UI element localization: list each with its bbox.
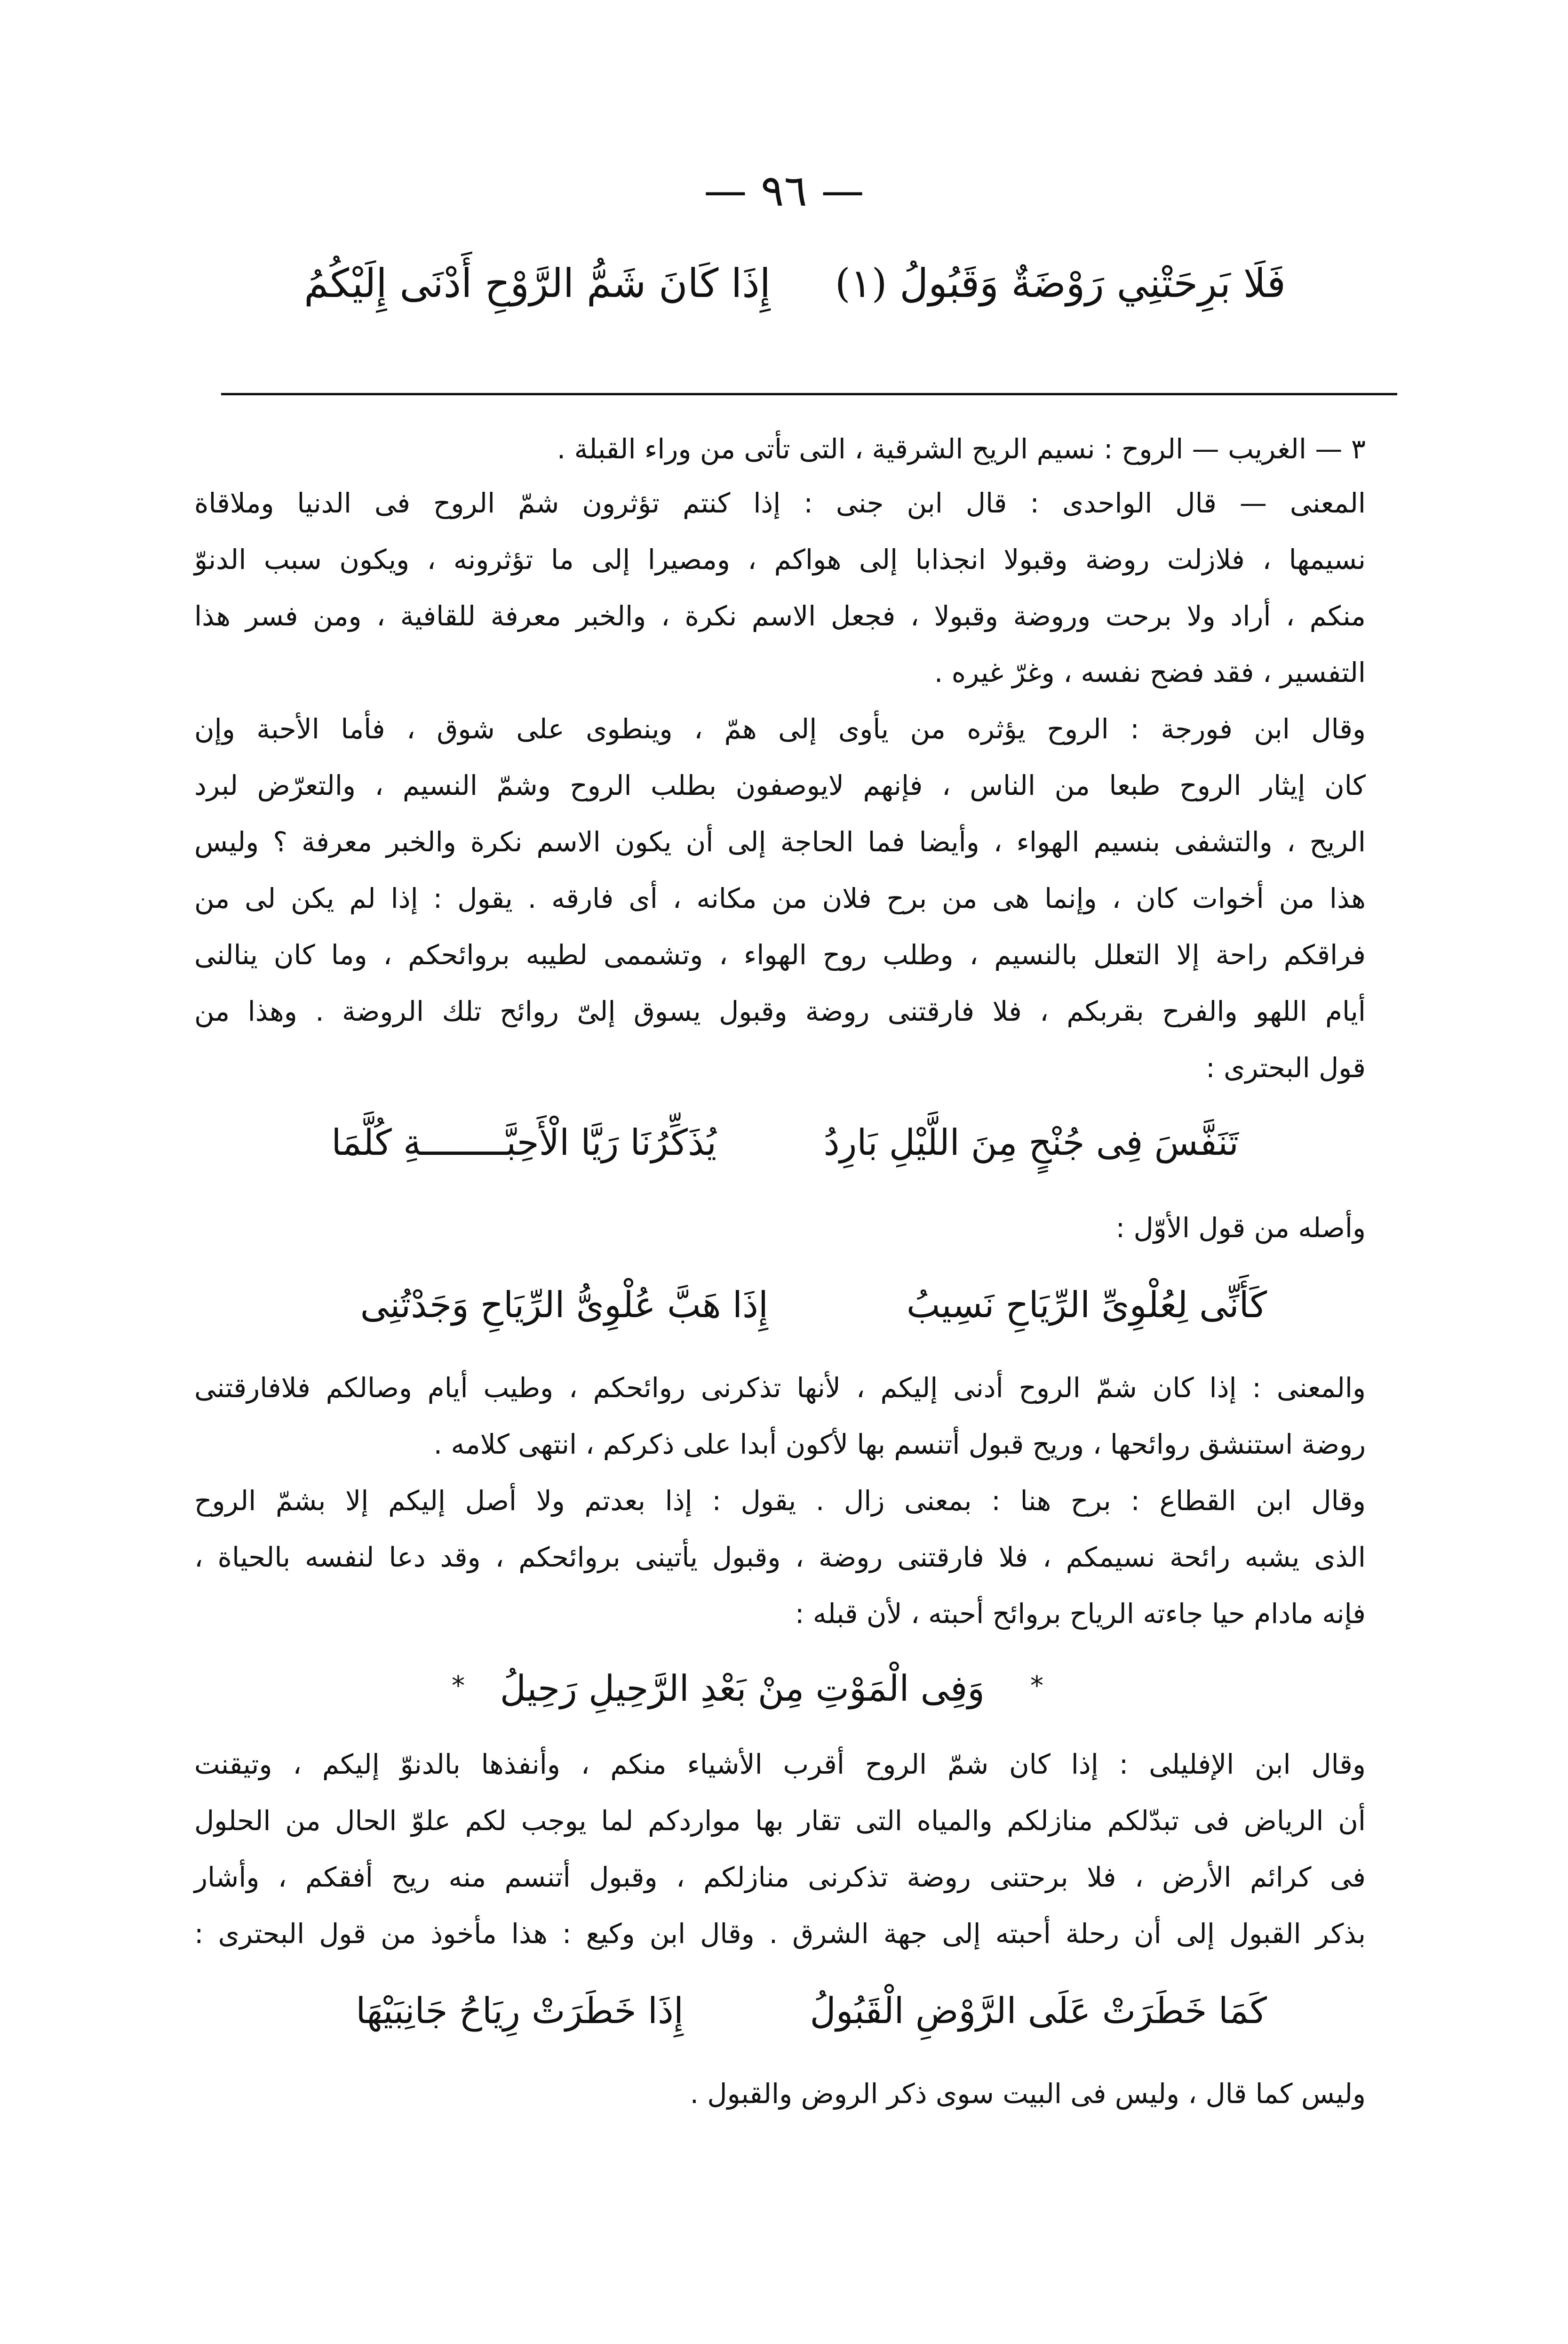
commentary-line-22: فإنه مادام حيا جاءته الرياح بروائح أحبته ، لأن قبله : <box>795 1598 1366 1630</box>
commentary-line-27: بذكر القبول إلى أن رحلة أحبته إلى جهة الشرق . وقال ابن وكيع : هذا مأخوذ من قول البحترى : <box>194 1918 1366 1950</box>
verse-star-marker: * <box>1030 1671 1043 1701</box>
buhturi-verse-1-first: يُذَكِّرُنَا رَيَّا الْأَحِبَّــــــــةِ كُلَّمَا <box>331 1121 716 1163</box>
commentary-line-15: وأصله من قول الأوّل : <box>1115 1212 1366 1244</box>
commentary-line-4: منكم ، أراد ولا برحت وروضة وقبولا ، فجعل الاسم نكرة ، والخبر معرفة للقافية ، ومن فسر هذا <box>194 600 1366 632</box>
commentary-line-3: نسيمها ، فلازلت روضة وقبولا انجذابا إلى هواكم ، ومصيرا إلى ما تؤثرونه ، ويكون سبب الدنوّ <box>194 544 1366 576</box>
commentary-line-5: التفسير ، فقد فضح نفسه ، وغرّ غيره . <box>934 656 1366 688</box>
commentary-line-2: المعنى — قال الواحدى : قال ابن جنى : إذا كنتم تؤثرون شمّ الروح فى الدنيا وملاقاة <box>194 487 1366 519</box>
commentary-line-1: ٣ — الغريب — الروح : نسيم الريح الشرقية ، التى تأتى من وراء القبلة . <box>557 433 1366 465</box>
opening-verse-second-hemistich: فَلَا بَرِحَتْنِي رَوْضَةٌ وَقَبُولُ (١) <box>835 260 1286 306</box>
commentary-line-10: فراقكم راحة إلا التعلل بالنسيم ، وطلب روح الهواء ، وتشممى لطيبه بروائحكم ، وما كان ينالنى <box>194 939 1366 971</box>
commentary-line-7: كان إيثار الروح طبعا من الناس ، فإنهم لايوصفون بطلب الروح وشمّ النسيم ، والتعرّض لبرد <box>194 769 1366 801</box>
commentary-line-9: هذا من أخوات كان ، وإنما هى من برح فلان من مكانه ، أى فارقه . يقول : إذا لم يكن لى من <box>194 882 1366 914</box>
commentary-line-19: روضة استنشق روائحها ، وريح قبول أتنسم بها لأكون أبدا على ذكركم ، انتهى كلامه . <box>433 1428 1366 1460</box>
commentary-line-25: أن الرياض فى تبدّلكم منازلكم والمياه التى تقار بها مواردكم لما يوجب لكم علوّ الحال من الحلول <box>194 1805 1366 1837</box>
buhturi-verse-1-second: تَنَفَّسَ فِى جُنْحٍ مِنَ اللَّيْلِ بَارِدُ <box>823 1121 1239 1163</box>
awwal-verse-first: إِذَا هَبَّ عُلْوِىُّ الرِّيَاحِ وَجَدْتُنِى <box>360 1284 768 1326</box>
commentary-line-12: قول البحترى : <box>1206 1052 1366 1084</box>
commentary-line-24: وقال ابن الإفليلى : إذا كان شمّ الروح أقرب الأشياء منكم ، وأنفذها بالدنوّ إليكم ، وتيقنت <box>194 1748 1366 1780</box>
verse-star-marker: * <box>452 1671 465 1701</box>
commentary-line-20: وقال ابن القطاع : برح هنا : بمعنى زال . يقول : إذا بعدتم ولا أصل إليكم إلا بشمّ الروح <box>194 1485 1366 1517</box>
commentary-line-18: والمعنى : إذا كان شمّ الروح أدنى إليكم ، لأنها تذكرنى روائحكم ، وطيب أيام وصالكم فلافارقتنى <box>194 1372 1366 1404</box>
page-number: — ٩٦ — <box>703 166 865 216</box>
commentary-line-26: فى كرائم الأرض ، فلا برحتنى روضة تذكرنى منازلكم ، وقبول أتنسم منه ريح أفقكم ، وأشار <box>194 1861 1366 1893</box>
commentary-line-11: أيام اللهو والفرح بقربكم ، فلا فارقتنى روضة وقبول يسوق إلىّ روائح تلك الروضة . وهذا من <box>194 995 1366 1027</box>
buhturi-verse-2-first: إِذَا خَطَرَتْ رِيَاحُ جَانِبَيْهَا <box>356 1990 684 2032</box>
awwal-verse-second: كَأَنِّى لِعُلْوِىِّ الرِّيَاحِ نَسِيبُ <box>906 1284 1267 1326</box>
commentary-line-21: الذى يشبه رائحة نسيمكم ، فلا فارقتنى روضة ، وقبول يأتينى بروائحكم ، وقد دعا لنفسه بالحياة ، <box>194 1541 1366 1573</box>
buhturi-verse-2-second: كَمَا خَطَرَتْ عَلَى الرَّوْضِ الْقَبُولُ <box>810 1990 1267 2032</box>
commentary-line-6: وقال ابن فورجة : الروح يؤثره من يأوى إلى همّ ، وينطوى على شوق ، فأما الأحبة وإن <box>194 713 1366 745</box>
opening-verse-first-hemistich: إِذَا كَانَ شَمُّ الرَّوْحِ أَدْنَى إِلَيْكُمُ <box>304 260 771 306</box>
footnote-separator-rule <box>221 393 1397 395</box>
commentary-line-8: الريح ، والتشفى بنسيم الهواء ، وأيضا فما الحاجة إلى أن يكون الاسم نكرة والخبر معرفة ؟ وليس <box>194 826 1366 858</box>
half-verse: وَفِى الْمَوْتِ مِنْ بَعْدِ الرَّحِيلِ رَحِيلُ <box>500 1667 985 1709</box>
commentary-line-29: وليس كما قال ، وليس فى البيت سوى ذكر الروض والقبول . <box>690 2078 1366 2110</box>
